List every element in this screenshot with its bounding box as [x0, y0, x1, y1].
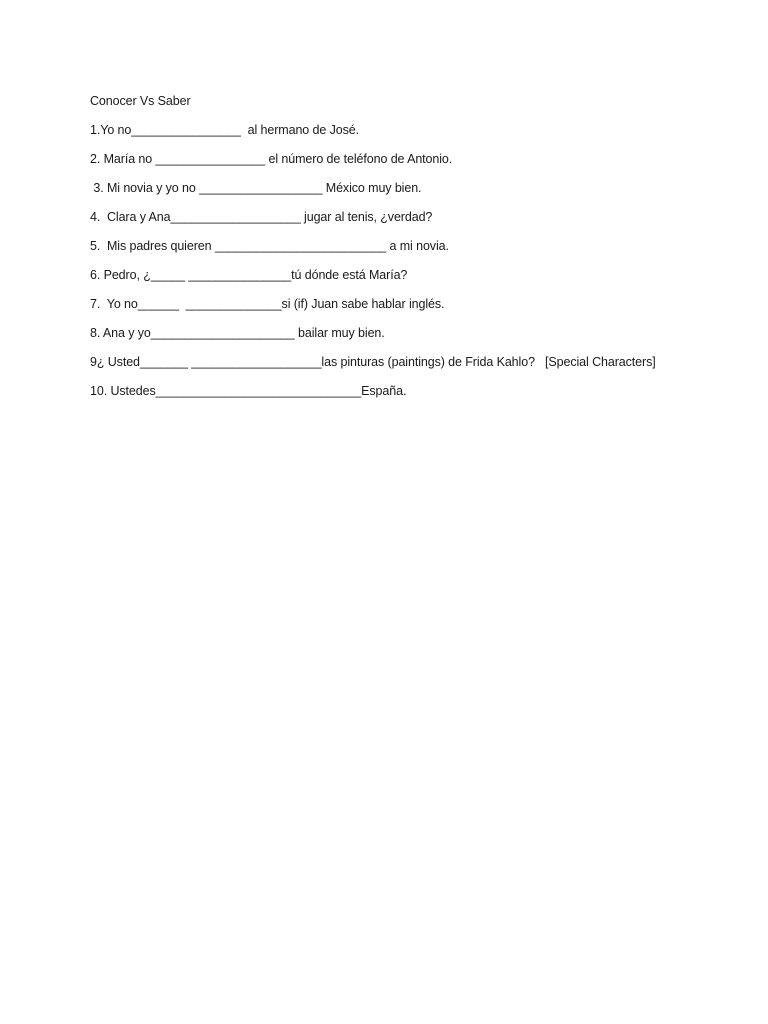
question-6: 6. Pedro, ¿_____ _______________tú dónde está María? — [90, 268, 408, 282]
question-4: 4. Clara y Ana___________________ jugar al tenis, ¿verdad? — [90, 210, 433, 224]
question-9: 9¿ Usted_______ ___________________las pinturas (paintings) de Frida Kahlo? [Special Characters] — [90, 355, 656, 369]
question-10: 10. Ustedes______________________________España. — [90, 384, 407, 398]
question-8: 8. Ana y yo_____________________ bailar muy bien. — [90, 326, 385, 340]
question-2: 2. María no ________________ el número de teléfono de Antonio. — [90, 152, 453, 166]
question-1: 1.Yo no________________ al hermano de José. — [90, 123, 359, 137]
worksheet-content — [90, 93, 750, 412]
question-7: 7. Yo no______ ______________si (if) Juan sabe hablar inglés. — [90, 297, 445, 311]
question-5: 5. Mis padres quieren _________________________ a mi novia. — [90, 239, 449, 253]
worksheet-title: Conocer Vs Saber — [90, 94, 191, 108]
question-3: 3. Mi novia y yo no __________________ México muy bien. — [90, 181, 422, 195]
